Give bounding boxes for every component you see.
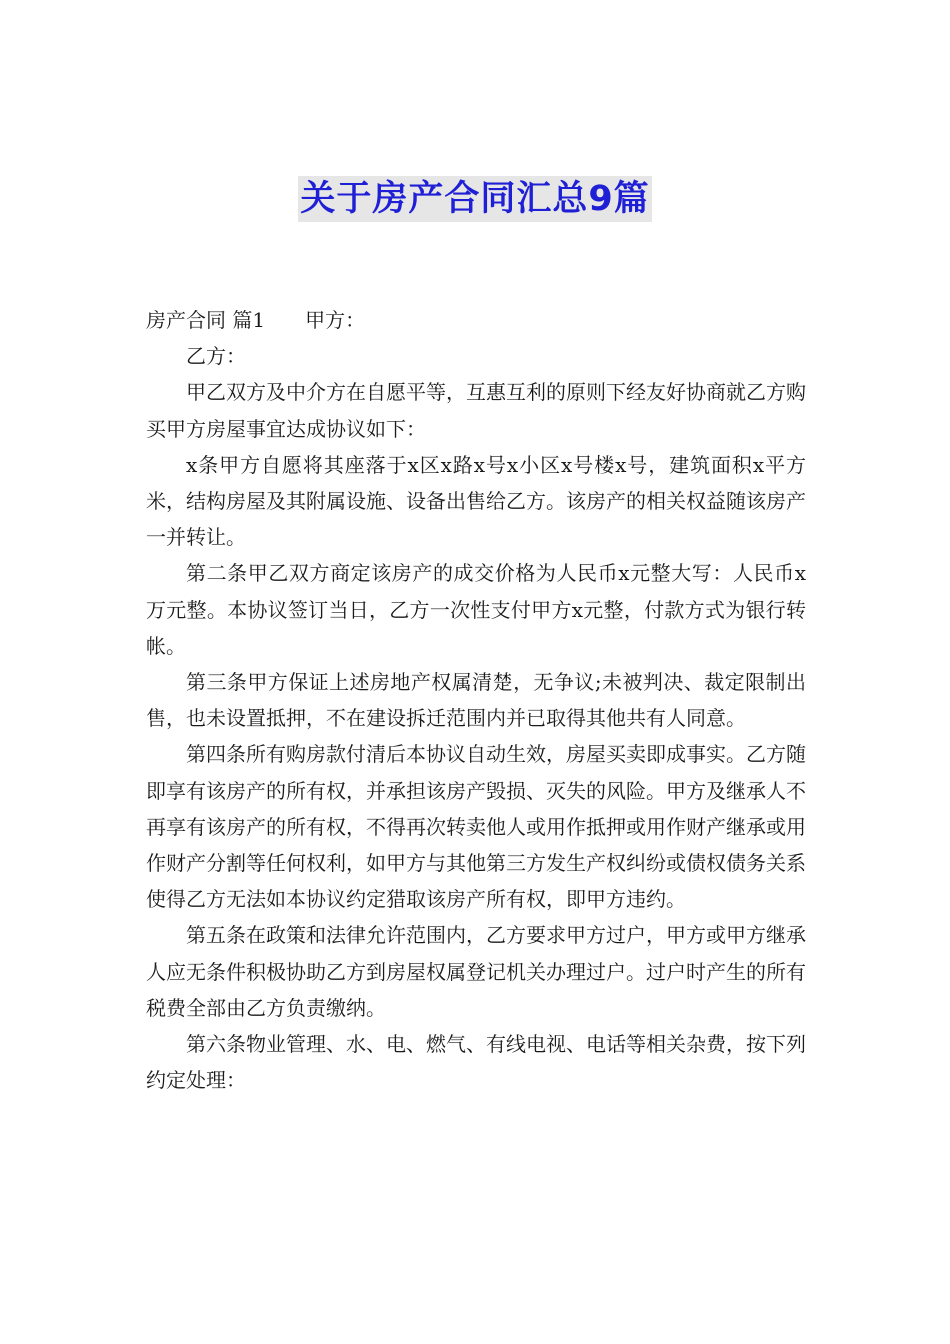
title-container <box>0 176 950 222</box>
section-heading: 房产合同 篇1 <box>146 308 266 332</box>
heading-line <box>146 302 806 338</box>
document-body <box>146 302 806 1098</box>
party-b-line <box>146 338 806 374</box>
document-title: 关于房产合同汇总9篇 <box>298 176 651 222</box>
paragraph: 第四条所有购房款付清后本协议自动生效，房屋买卖即成事实。乙方随即享有该房产的所有权，并承担该房产毁损、灭失的风险。甲方及继承人不再享有该房产的所有权，不得再次转卖他人或用作抵押或用作财产继承或用作财产分割等任何权利，如甲方与其他第三方发生产权纠纷或债权债务关系使得乙方无法如本协议约定猎取该房产所有权，即甲方违约。 <box>146 742 806 912</box>
paragraph: 第三条甲方保证上述房地产权属清楚，无争议;未被判决、裁定限制出售，也未设置抵押，不在建设拆迁范围内并已取得其他共有人同意。 <box>146 670 806 731</box>
paragraph: 第五条在政策和法律允许范围内，乙方要求甲方过户，甲方或甲方继承人应无条件积极协助乙方到房屋权属登记机关办理过户。过户时产生的所有税费全部由乙方负责缴纳。 <box>146 923 806 1020</box>
party-a-label: 甲方： <box>305 308 366 332</box>
paragraph: 甲乙双方及中介方在自愿平等，互惠互利的原则下经友好协商就乙方购买甲方房屋事宜达成协议如下： <box>146 380 806 441</box>
paragraph: 第二条甲乙双方商定该房产的成交价格为人民币x元整大写：人民币x万元整。本协议签订当日，乙方一次性支付甲方x元整，付款方式为银行转帐。 <box>146 561 806 658</box>
party-b-label: 乙方： <box>186 344 246 369</box>
paragraph: 第六条物业管理、水、电、燃气、有线电视、电话等相关杂费，按下列约定处理： <box>146 1032 806 1093</box>
paragraph: x条甲方自愿将其座落于x区x路x号x小区x号楼x号，建筑面积x平方米，结构房屋及其附属设施、设备出售给乙方。该房产的相关权益随该房产一并转让。 <box>146 452 806 550</box>
